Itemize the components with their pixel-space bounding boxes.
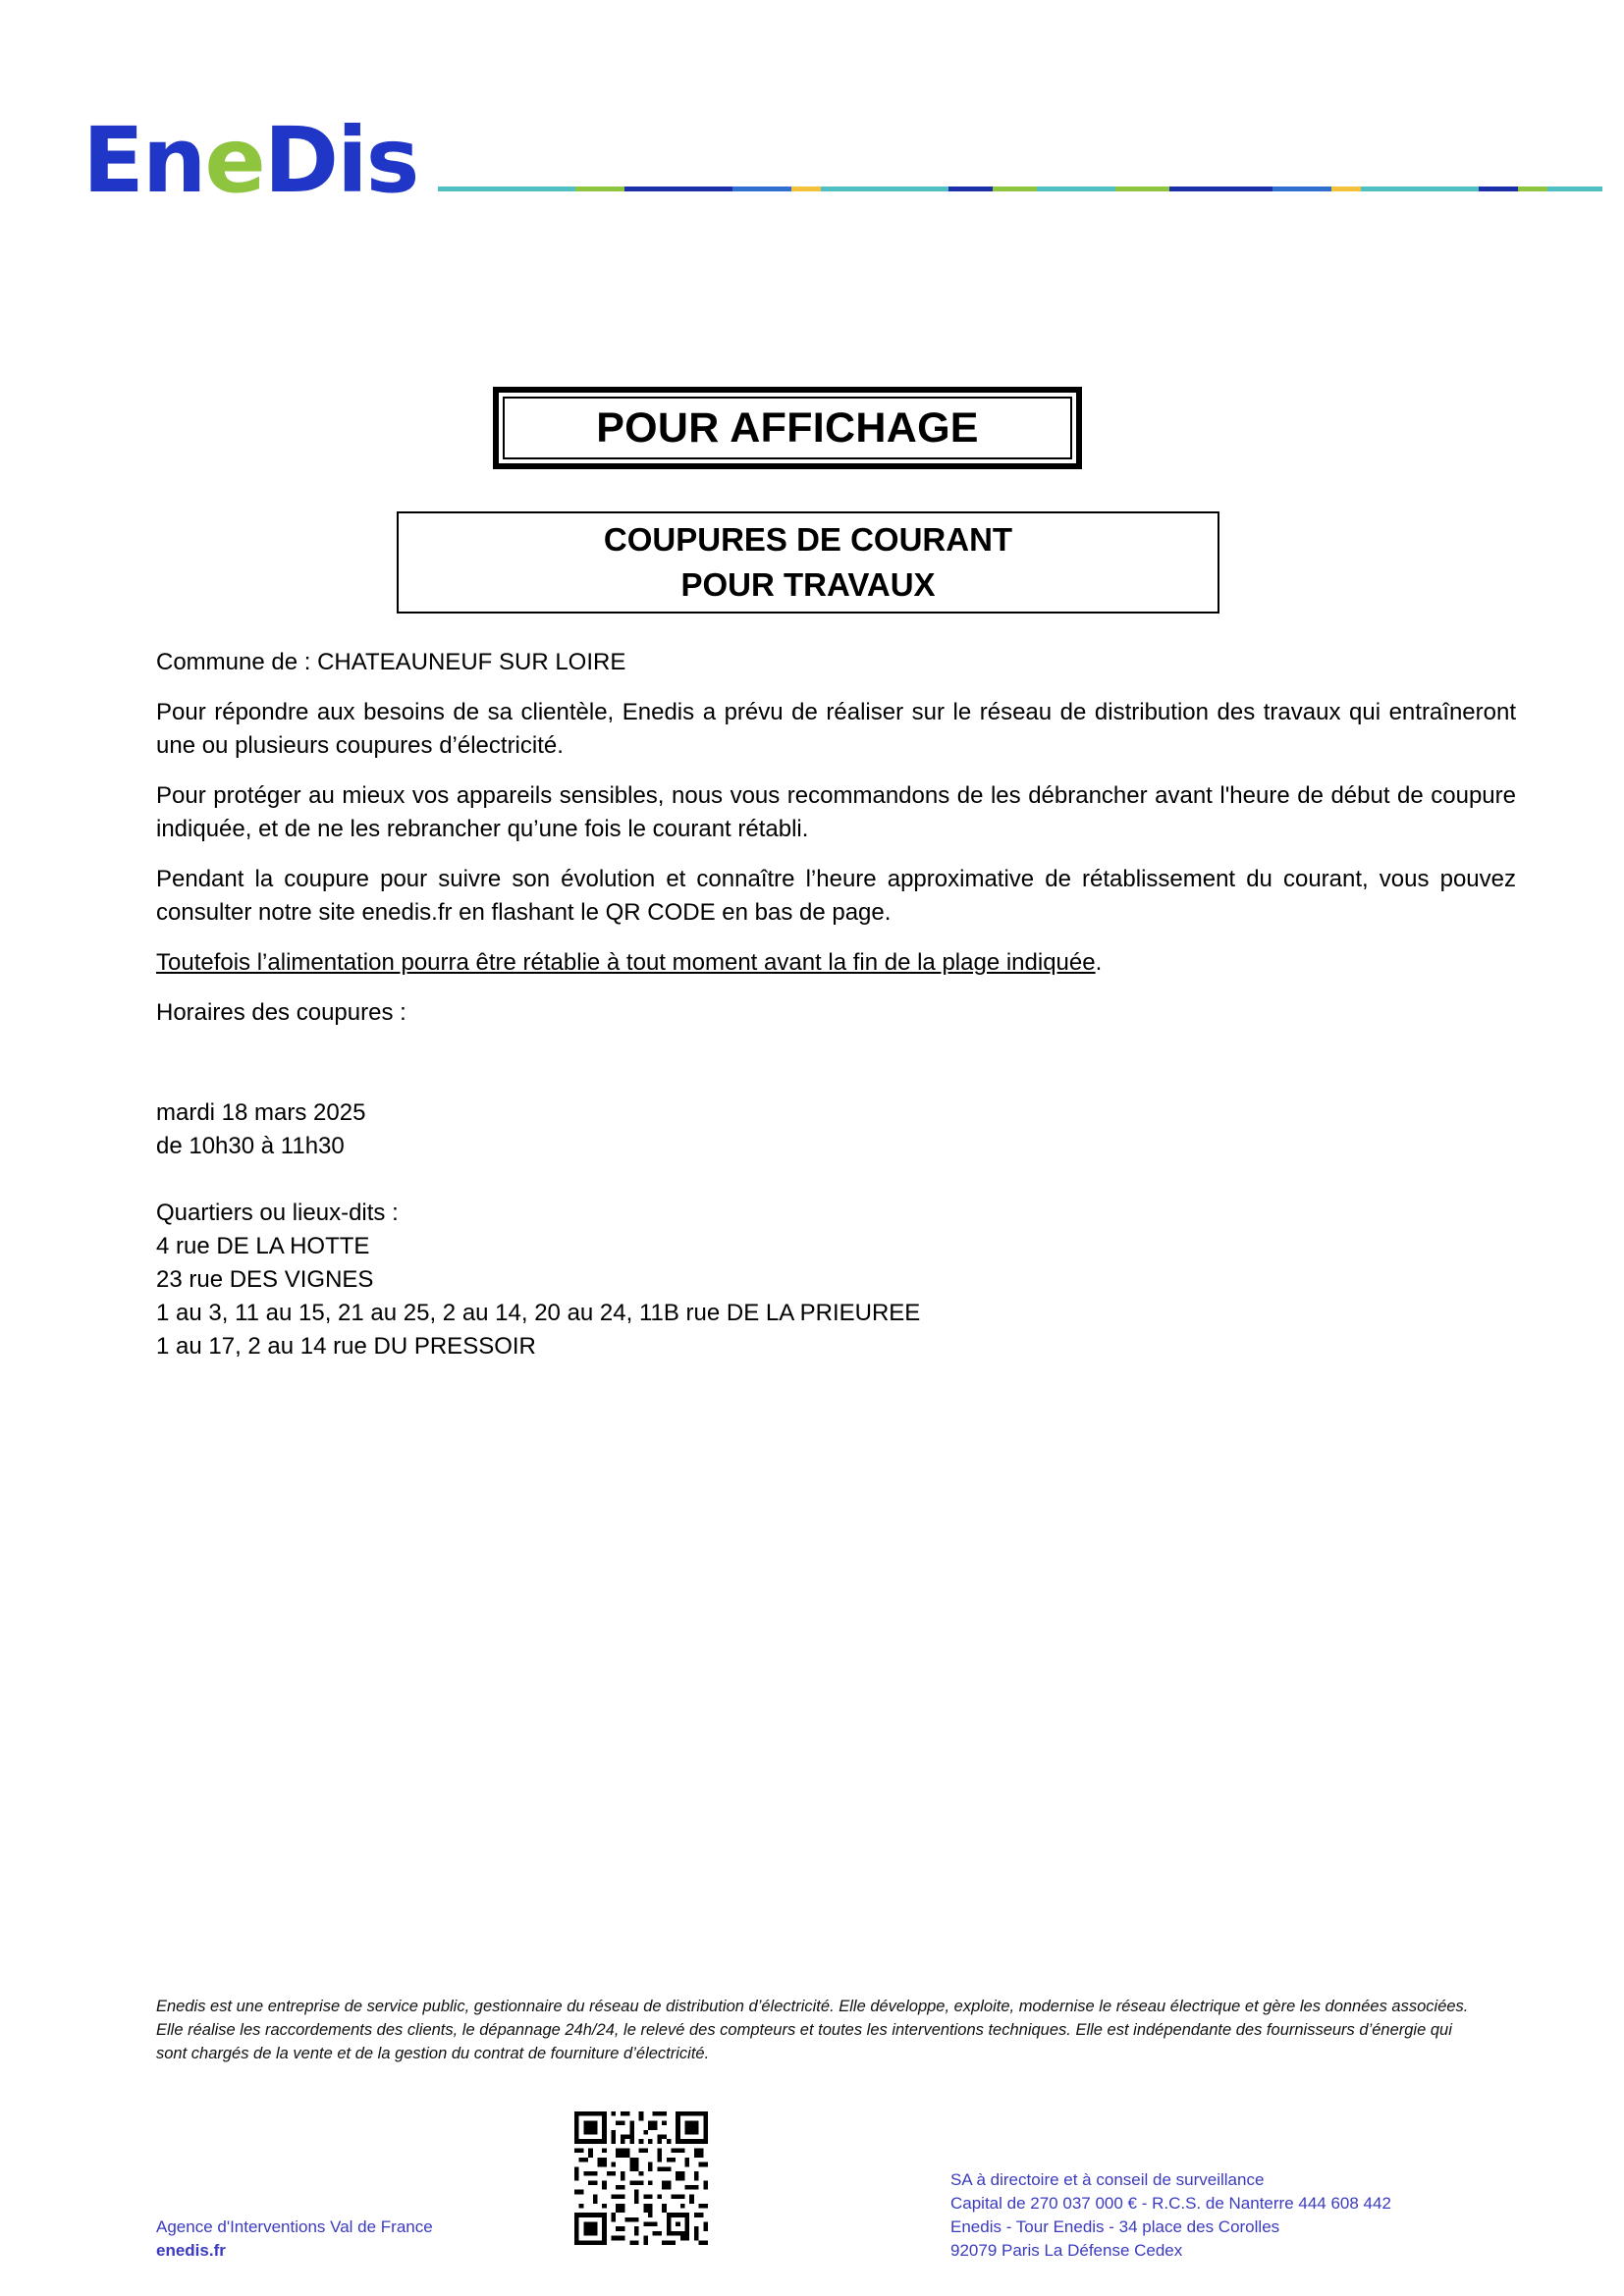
- company-line: Enedis - Tour Enedis - 34 place des Corolles: [950, 2217, 1280, 2236]
- qr-code-icon[interactable]: [574, 2111, 708, 2245]
- company-line: 92079 Paris La Défense Cedex: [950, 2241, 1183, 2260]
- schedule-time: de 10h30 à 11h30: [156, 1133, 345, 1159]
- logo-text-part1: En: [82, 108, 205, 213]
- logo-text-part2: e: [204, 108, 264, 213]
- legal-notice: Enedis est une entreprise de service public, gestionnaire du réseau de distribution d’électricité. Elle développe, exploite, modernise le réseau électrique et gère les données associées. Elle réalise les raccordements des clients, le dépannage 24h/24, le relevé des compteurs et toutes les interventions techniques. Elle est indépendante des fournisseurs d’énergie qui sont chargés de la vente et de la gestion du contrat de fourniture d’électricité.: [156, 1998, 1469, 2062]
- company-line: Capital de 270 037 000 € - R.C.S. de Nanterre 444 608 442: [950, 2194, 1391, 2213]
- footer-company-info: [950, 2168, 1391, 2263]
- paragraph-advice: Pour protéger au mieux vos appareils sensibles, nous vous recommandons de les débrancher avant l'heure de début de coupure indiquée, et de ne les rebrancher qu’une fois le courant rétabli.: [156, 782, 1516, 842]
- warning-period: .: [1095, 949, 1103, 976]
- page-title: POUR AFFICHAGE: [596, 403, 979, 452]
- company-line: SA à directoire et à conseil de surveillance: [950, 2170, 1265, 2189]
- address-item: 1 au 17, 2 au 14 rue DU PRESSOIR: [156, 1333, 536, 1360]
- enedis-logo: [82, 108, 426, 213]
- header-stripe: [438, 187, 1602, 191]
- subtitle-line-1: COUPURES DE COURANT: [603, 521, 1013, 558]
- address-item: 4 rue DE LA HOTTE: [156, 1233, 370, 1259]
- warning-underlined-text: Toutefois l’alimentation pourra être rétablie à tout moment avant la fin de la plage indiquée: [156, 949, 1096, 976]
- subtitle-box: [397, 511, 1219, 614]
- paragraph-intro: Pour répondre aux besoins de sa clientèle, Enedis a prévu de réaliser sur le réseau de distribution des travaux qui entraîneront une ou plusieurs coupures d’électricité.: [156, 699, 1516, 759]
- title-box: [493, 387, 1082, 469]
- paragraph-tracking: Pendant la coupure pour suivre son évolution et connaître l’heure approximative de rétablissement du courant, vous pouvez consulter notre site enedis.fr en flashant le QR CODE en bas de page.: [156, 866, 1516, 926]
- commune-line: Commune de : CHATEAUNEUF SUR LOIRE: [156, 649, 626, 675]
- locations: [156, 1197, 1516, 1363]
- website-link[interactable]: enedis.fr: [156, 2241, 226, 2260]
- address-item: 1 au 3, 11 au 15, 21 au 25, 2 au 14, 20 au 24, 11B rue DE LA PRIEUREE: [156, 1300, 921, 1326]
- notice-body: [156, 646, 1516, 1363]
- subtitle-line-2: POUR TRAVAUX: [680, 566, 936, 603]
- paragraph-warning: [156, 946, 1516, 980]
- schedule: [156, 1096, 1516, 1163]
- address-item: 23 rue DES VIGNES: [156, 1266, 374, 1293]
- schedule-date: mardi 18 mars 2025: [156, 1099, 366, 1126]
- agency-name: Agence d'Interventions Val de France: [156, 2217, 433, 2236]
- footer-agency: [156, 2216, 433, 2263]
- horaires-label: Horaires des coupures :: [156, 999, 406, 1026]
- logo-text-part3: Dis: [263, 108, 418, 213]
- quartiers-label: Quartiers ou lieux-dits :: [156, 1200, 399, 1226]
